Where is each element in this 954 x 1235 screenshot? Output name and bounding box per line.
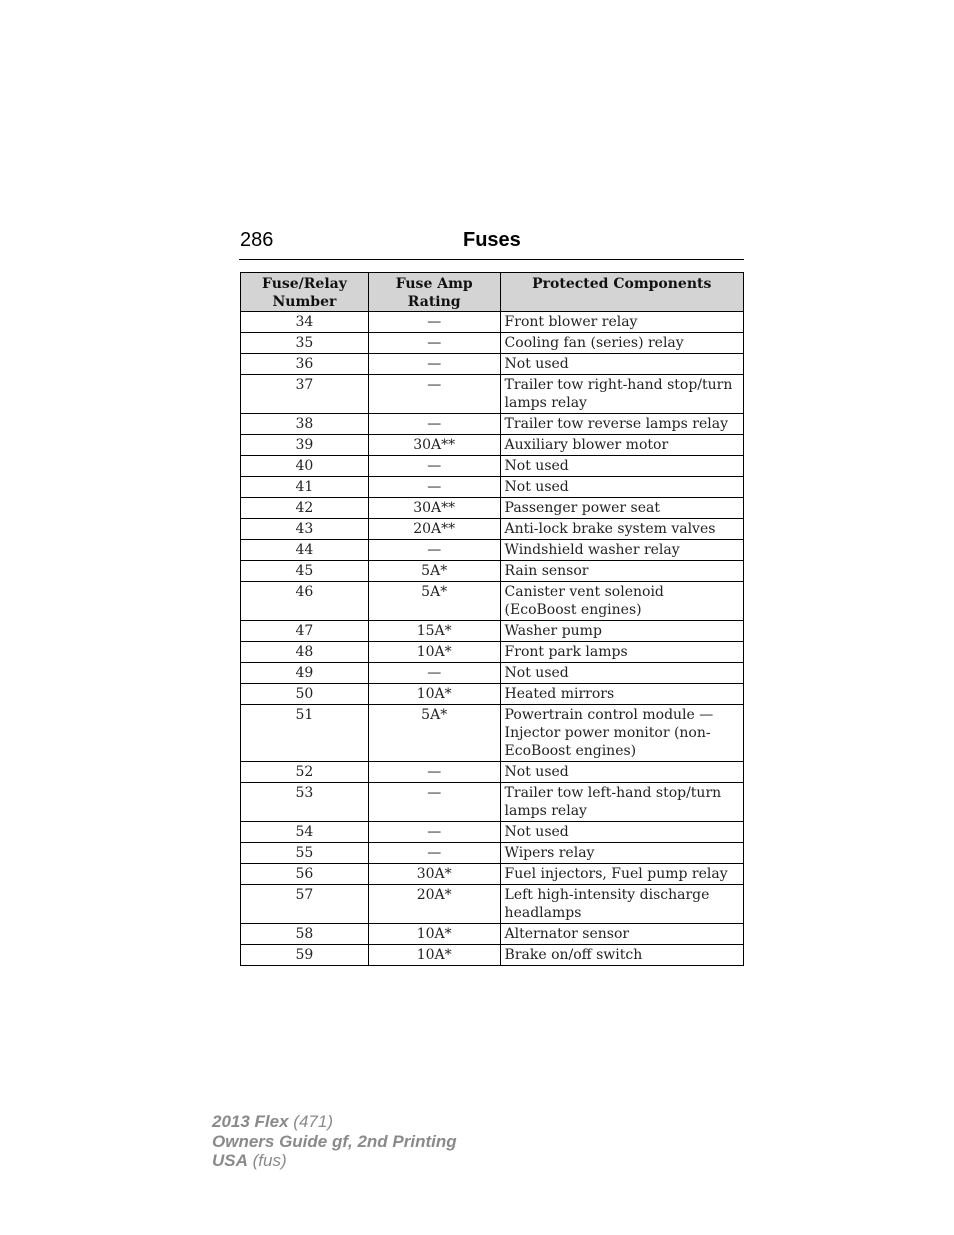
column-header-rating bbox=[368, 273, 500, 312]
fuse-rating-cell: — bbox=[368, 822, 500, 843]
protected-component-cell: Heated mirrors bbox=[500, 684, 743, 705]
table-row bbox=[241, 762, 744, 783]
table-row bbox=[241, 945, 744, 966]
fuse-number-cell: 46 bbox=[241, 582, 369, 621]
fuse-number-cell: 55 bbox=[241, 843, 369, 864]
table-row bbox=[241, 540, 744, 561]
fuse-number-cell: 41 bbox=[241, 477, 369, 498]
protected-component-cell: Not used bbox=[500, 762, 743, 783]
table-row bbox=[241, 519, 744, 540]
footer-line bbox=[212, 1112, 457, 1132]
page-footer bbox=[212, 1112, 457, 1171]
column-header-line: Fuse/Relay bbox=[262, 276, 347, 292]
table-header-row bbox=[241, 273, 744, 312]
protected-component-cell: Auxiliary blower motor bbox=[500, 435, 743, 456]
fuse-rating-cell: 5A* bbox=[368, 561, 500, 582]
fuse-number-cell: 43 bbox=[241, 519, 369, 540]
fuse-rating-cell: — bbox=[368, 333, 500, 354]
protected-component-cell: Trailer tow right-hand stop/turn lamps relay bbox=[500, 375, 743, 414]
fuse-rating-cell: 5A* bbox=[368, 582, 500, 621]
table-row bbox=[241, 375, 744, 414]
fuse-number-cell: 50 bbox=[241, 684, 369, 705]
fuse-rating-cell: — bbox=[368, 477, 500, 498]
table-row bbox=[241, 684, 744, 705]
column-header-number bbox=[241, 273, 369, 312]
protected-component-cell: Brake on/off switch bbox=[500, 945, 743, 966]
table-row bbox=[241, 498, 744, 519]
table-row bbox=[241, 354, 744, 375]
fuse-rating-cell: — bbox=[368, 375, 500, 414]
fuse-number-cell: 47 bbox=[241, 621, 369, 642]
footer-market-code: (fus) bbox=[252, 1151, 287, 1170]
fuse-number-cell: 58 bbox=[241, 924, 369, 945]
table-row bbox=[241, 843, 744, 864]
fuse-rating-cell: 20A** bbox=[368, 519, 500, 540]
footer-line bbox=[212, 1132, 457, 1152]
table-row bbox=[241, 456, 744, 477]
section-title: Fuses bbox=[463, 229, 521, 251]
fuse-rating-cell: — bbox=[368, 762, 500, 783]
table-row bbox=[241, 414, 744, 435]
protected-component-cell: Powertrain control module — Injector power monitor (non-EcoBoost engines) bbox=[500, 705, 743, 762]
table-row bbox=[241, 582, 744, 621]
fuse-rating-cell: 30A** bbox=[368, 435, 500, 456]
table-row bbox=[241, 822, 744, 843]
fuse-number-cell: 35 bbox=[241, 333, 369, 354]
protected-component-cell: Front park lamps bbox=[500, 642, 743, 663]
fuse-number-cell: 40 bbox=[241, 456, 369, 477]
footer-model-code: (471) bbox=[293, 1112, 333, 1131]
table-row bbox=[241, 621, 744, 642]
table-body bbox=[241, 312, 744, 966]
footer-model: 2013 Flex bbox=[212, 1112, 289, 1131]
protected-component-cell: Not used bbox=[500, 456, 743, 477]
fuse-rating-cell: — bbox=[368, 354, 500, 375]
table-row bbox=[241, 885, 744, 924]
fuse-rating-cell: 10A* bbox=[368, 684, 500, 705]
fuse-rating-cell: 15A* bbox=[368, 621, 500, 642]
table-row bbox=[241, 642, 744, 663]
column-header-line: Rating bbox=[407, 294, 461, 310]
fuse-number-cell: 53 bbox=[241, 783, 369, 822]
column-header-components bbox=[500, 273, 743, 312]
fuse-rating-cell: — bbox=[368, 783, 500, 822]
table-row bbox=[241, 561, 744, 582]
fuse-number-cell: 44 bbox=[241, 540, 369, 561]
fuse-number-cell: 42 bbox=[241, 498, 369, 519]
fuse-rating-cell: 10A* bbox=[368, 642, 500, 663]
fuse-number-cell: 37 bbox=[241, 375, 369, 414]
fuse-number-cell: 34 bbox=[241, 312, 369, 333]
protected-component-cell: Washer pump bbox=[500, 621, 743, 642]
protected-component-cell: Not used bbox=[500, 354, 743, 375]
fuse-table bbox=[240, 272, 744, 966]
table-row bbox=[241, 333, 744, 354]
protected-component-cell: Front blower relay bbox=[500, 312, 743, 333]
footer-guide: Owners Guide gf, 2nd Printing bbox=[212, 1131, 457, 1151]
fuse-rating-cell: 5A* bbox=[368, 705, 500, 762]
fuse-rating-cell: 30A** bbox=[368, 498, 500, 519]
protected-component-cell: Left high-intensity discharge headlamps bbox=[500, 885, 743, 924]
fuse-number-cell: 36 bbox=[241, 354, 369, 375]
fuse-number-cell: 51 bbox=[241, 705, 369, 762]
fuse-rating-cell: 20A* bbox=[368, 885, 500, 924]
protected-component-cell: Alternator sensor bbox=[500, 924, 743, 945]
protected-component-cell: Trailer tow reverse lamps relay bbox=[500, 414, 743, 435]
page-number: 286 bbox=[240, 229, 274, 251]
table-row bbox=[241, 477, 744, 498]
table-row bbox=[241, 864, 744, 885]
footer-line bbox=[212, 1151, 457, 1171]
table-row bbox=[241, 312, 744, 333]
fuse-rating-cell: — bbox=[368, 843, 500, 864]
fuse-rating-cell: — bbox=[368, 414, 500, 435]
fuse-rating-cell: 30A* bbox=[368, 864, 500, 885]
protected-component-cell: Windshield washer relay bbox=[500, 540, 743, 561]
fuse-rating-cell: — bbox=[368, 663, 500, 684]
protected-component-cell: Canister vent solenoid (EcoBoost engines) bbox=[500, 582, 743, 621]
table-row bbox=[241, 705, 744, 762]
table-row bbox=[241, 435, 744, 456]
fuse-number-cell: 48 bbox=[241, 642, 369, 663]
protected-component-cell: Cooling fan (series) relay bbox=[500, 333, 743, 354]
column-header-line: Fuse Amp bbox=[395, 276, 473, 292]
table-row bbox=[241, 663, 744, 684]
table-row bbox=[241, 783, 744, 822]
protected-component-cell: Anti-lock brake system valves bbox=[500, 519, 743, 540]
column-header-line: Number bbox=[272, 294, 337, 310]
table-row bbox=[241, 924, 744, 945]
fuse-number-cell: 56 bbox=[241, 864, 369, 885]
fuse-rating-cell: — bbox=[368, 540, 500, 561]
fuse-rating-cell: — bbox=[368, 312, 500, 333]
protected-component-cell: Not used bbox=[500, 477, 743, 498]
fuse-rating-cell: 10A* bbox=[368, 945, 500, 966]
fuse-number-cell: 52 bbox=[241, 762, 369, 783]
protected-component-cell: Wipers relay bbox=[500, 843, 743, 864]
fuse-number-cell: 39 bbox=[241, 435, 369, 456]
fuse-number-cell: 54 bbox=[241, 822, 369, 843]
fuse-rating-cell: — bbox=[368, 456, 500, 477]
page-header bbox=[239, 229, 744, 260]
fuse-number-cell: 38 bbox=[241, 414, 369, 435]
fuse-number-cell: 59 bbox=[241, 945, 369, 966]
fuse-number-cell: 45 bbox=[241, 561, 369, 582]
protected-component-cell: Rain sensor bbox=[500, 561, 743, 582]
fuse-rating-cell: 10A* bbox=[368, 924, 500, 945]
column-header-line: Protected Components bbox=[532, 276, 712, 292]
protected-component-cell: Passenger power seat bbox=[500, 498, 743, 519]
fuse-number-cell: 49 bbox=[241, 663, 369, 684]
fuse-number-cell: 57 bbox=[241, 885, 369, 924]
protected-component-cell: Not used bbox=[500, 822, 743, 843]
protected-component-cell: Fuel injectors, Fuel pump relay bbox=[500, 864, 743, 885]
footer-market: USA bbox=[212, 1151, 248, 1170]
protected-component-cell: Trailer tow left-hand stop/turn lamps relay bbox=[500, 783, 743, 822]
protected-component-cell: Not used bbox=[500, 663, 743, 684]
